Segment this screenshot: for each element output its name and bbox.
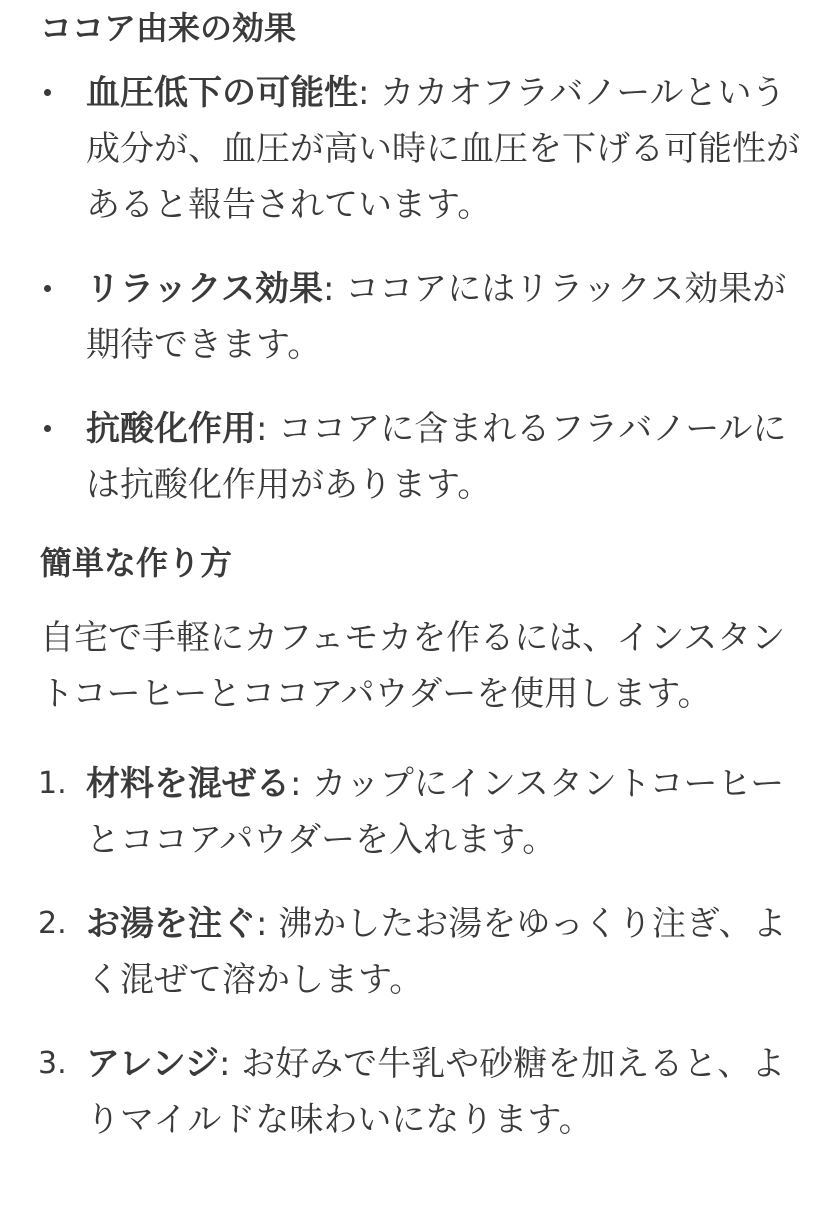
steps-list [40, 756, 800, 1148]
benefits-heading: ココア由来の効果 [40, 9, 297, 47]
list-item [40, 65, 800, 233]
benefit-text: : ココアにはリラックス効果が期待できます。 [86, 268, 787, 365]
step-number: 2. [38, 905, 67, 941]
howto-heading: 簡単な作り方 [40, 543, 233, 582]
howto-intro: 自宅で手軽にカフェモカを作るには、インスタントコーヒーとココアパウダーを使用します。 [40, 617, 786, 714]
step-term: アレンジ [86, 1043, 219, 1084]
list-item [40, 401, 800, 513]
list-item [40, 261, 800, 373]
step-text: : お好みで牛乳や砂糖を加えると、よりマイルドな味わいになります。 [86, 1043, 786, 1140]
step-term: 材料を混ぜる [86, 763, 290, 804]
benefit-term: 抗酸化作用 [86, 408, 256, 449]
bullet-icon [40, 65, 80, 121]
list-item [40, 1036, 800, 1148]
benefit-text: : カカオフラバノールという成分が、血圧が高い時に血圧を下げる可能性があると報告されています。 [86, 72, 800, 225]
step-text: : カップにインスタントコーヒーとココアパウダーを入れます。 [86, 763, 785, 860]
benefits-list [40, 65, 800, 513]
benefit-term: 血圧低下の可能性 [86, 72, 358, 113]
list-item [40, 896, 800, 1008]
step-number: 1. [38, 765, 67, 801]
article-content [40, 0, 800, 1148]
step-number: 3. [38, 1045, 67, 1081]
bullet-icon [40, 401, 80, 457]
step-term: お湯を注ぐ [86, 903, 256, 944]
bullet-icon [40, 261, 80, 317]
benefit-term: リラックス効果 [86, 268, 323, 309]
benefit-text: : ココアに含まれるフラバノールには抗酸化作用があります。 [86, 408, 787, 505]
list-item [40, 756, 800, 868]
step-text: : 沸かしたお湯をゆっくり注ぎ、よく混ぜて溶かします。 [86, 903, 787, 1000]
